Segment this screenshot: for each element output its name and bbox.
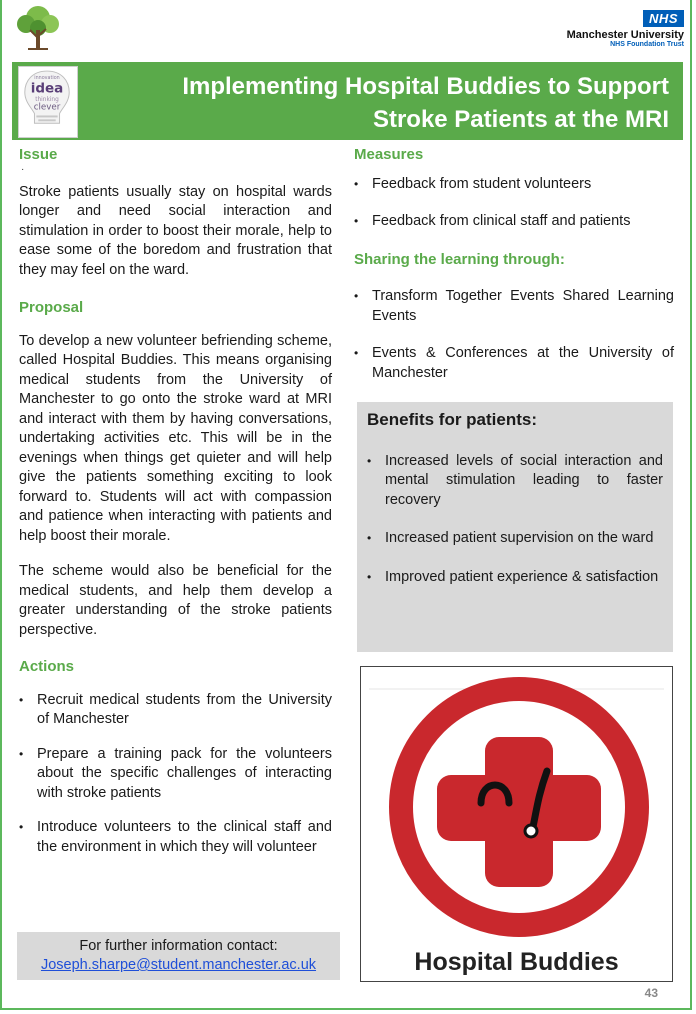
sharing-heading: Sharing the learning through: (354, 250, 565, 268)
nhs-badge: NHS (643, 10, 684, 27)
buddies-emblem-icon (361, 667, 672, 937)
buddies-label: Hospital Buddies (414, 948, 619, 976)
stray-mark: · (21, 163, 25, 175)
idea-word-cloud-image (18, 66, 78, 138)
cross-shape (437, 737, 601, 887)
benefits-heading: Benefits for patients: (367, 410, 538, 429)
list-item: • Feedback from clinical staff and patients (354, 212, 674, 232)
list-item: • Introduce volunteers to the clinical staff and the environment in which they will volunteer (19, 818, 332, 857)
left-column (19, 145, 332, 872)
list-item: • Feedback from student volunteers (354, 175, 674, 195)
hospital-buddies-logo (360, 666, 673, 982)
list-item: • Increased levels of social interaction and mental stimulation leading to faster recovery (367, 452, 663, 511)
thumb-word: clever (33, 102, 61, 113)
proposal-text-2: The scheme would also be beneficial for the medical students, and help them develop a greater understanding of the stroke patients perspective. (19, 563, 332, 638)
tree-logo (8, 2, 68, 54)
sharing-list (354, 287, 674, 383)
title-line-1: Implementing Hospital Buddies to Support (182, 73, 669, 100)
trust-name: NHS Foundation Trust (610, 41, 684, 48)
header-banner (12, 62, 683, 140)
benefits-list (367, 452, 663, 588)
measures-list (354, 175, 674, 232)
proposal-heading: Proposal (19, 299, 84, 316)
org-name: Manchester University (566, 29, 684, 41)
contact-email-link[interactable]: Joseph.sharpe@student.manchester.ac.uk (40, 957, 317, 973)
nhs-logo (494, 10, 684, 50)
thumb-word: thinking (35, 97, 59, 103)
measures-heading: Measures (354, 146, 424, 163)
stethoscope-bell (525, 825, 537, 837)
list-item: • Transform Together Events Shared Learning Events (354, 287, 674, 326)
list-item: • Improved patient experience & satisfaction (367, 568, 663, 588)
list-item: • Events & Conferences at the University of Manchester (354, 344, 674, 383)
contact-label: For further information contact: (79, 938, 278, 954)
actions-heading: Actions (19, 658, 75, 675)
list-item: • Increased patient supervision on the ward (367, 529, 663, 549)
issue-text: Stroke patients usually stay on hospital wards longer and need social interaction and stimulation in order to boost their morale, help to ease some of the boredom and frustration that they may feel on the ward. (19, 183, 332, 278)
list-item: • Prepare a training pack for the volunteers about the specific challenges of interacting with stroke patients (19, 745, 332, 804)
right-column (354, 145, 674, 401)
benefits-box (357, 402, 673, 652)
proposal-text: To develop a new volunteer befriending scheme, called Hospital Buddies. This means organising medical students from the University of Manchester to go onto the stroke ward at MRI and interact with them by having conversations, undertaking activities etc. This will be in the evenings when things get quieter and will help give the patients something exciting to look forward to. Students will act with compassion and patience when interacting with patients and help boost their morale. (19, 332, 332, 544)
thumb-word: innovation (34, 75, 60, 81)
list-item: • Recruit medical students from the University of Manchester (19, 691, 332, 730)
page-title (109, 70, 669, 136)
page-number: 43 (644, 986, 658, 1000)
issue-heading: Issue (19, 146, 58, 163)
actions-list (19, 691, 332, 858)
thumb-word: idea (30, 80, 64, 97)
contact-box (17, 932, 340, 980)
title-line-2: Stroke Patients at the MRI (372, 106, 669, 133)
